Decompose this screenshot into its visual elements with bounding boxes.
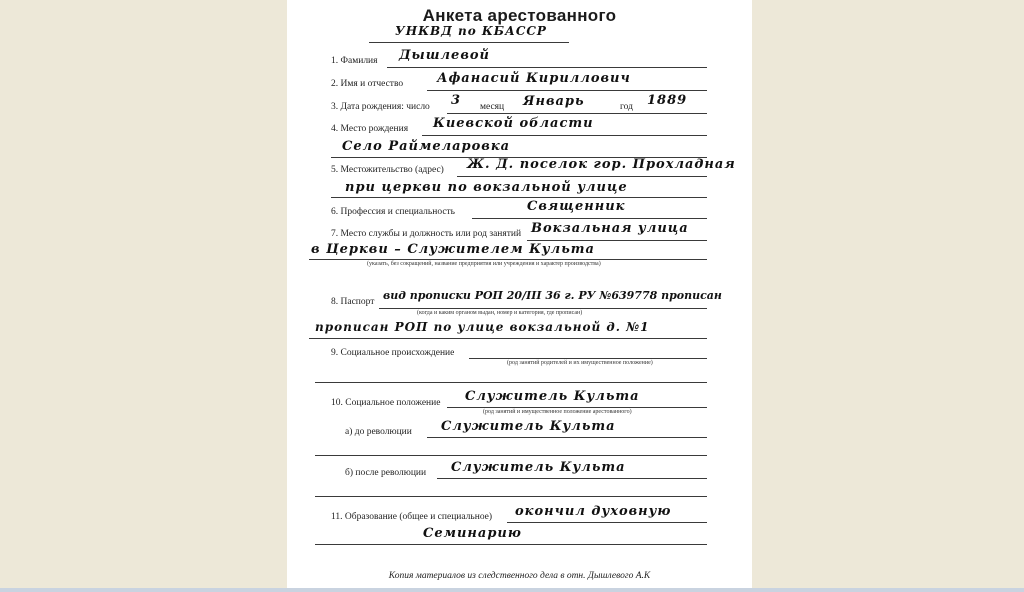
field-6-label: 6. Профессия и специальность — [331, 207, 456, 217]
field-1-value: Дышлевой — [399, 48, 490, 63]
field-5-value-2: при церкви по вокзальной улице — [345, 180, 628, 195]
field-10a-label: а) до революции — [345, 427, 412, 437]
field-5-label: 5. Местожительство (адрес) — [331, 165, 444, 175]
field-8-line-2 — [309, 338, 707, 339]
field-9-hint: (род занятий родителей и их имущественное положение) — [507, 360, 653, 366]
field-7-line-2 — [309, 259, 707, 260]
field-10b-label: б) после революции — [345, 468, 427, 478]
field-11-value-2: Семинарию — [423, 526, 522, 541]
field-8-line-1 — [379, 308, 707, 309]
field-7-hint: (указать, без сокращений, название предприятия или учреждения и характер производства) — [367, 261, 601, 267]
field-11-line-1 — [507, 522, 707, 523]
field-8-hint: (когда и каким органом выдан, номер и категория, где прописан) — [417, 310, 583, 316]
field-4-line-1 — [422, 135, 707, 136]
field-3-month-label: месяц — [480, 102, 505, 112]
field-2-line — [427, 90, 707, 91]
field-10-hint: (род занятий и имущественное положение арестованного) — [483, 409, 632, 415]
field-3-label: 3. Дата рождения: число — [331, 102, 430, 112]
field-3-month: Январь — [523, 94, 585, 109]
field-9-line-2 — [315, 382, 707, 383]
field-7-value-1: Вокзальная улица — [531, 221, 689, 236]
field-7-label: 7. Место службы и должность или род занятий — [331, 229, 522, 239]
field-5-line-2 — [331, 197, 707, 198]
field-3-year-label: год — [620, 102, 633, 112]
field-11-line-2 — [315, 544, 707, 545]
field-10a-line — [427, 437, 707, 438]
field-8-value-1: вид прописки РОП 20/III 36 г. РУ №639778 прописан — [383, 289, 722, 302]
field-6-value: Священник — [527, 199, 626, 214]
field-10a-value: Служитель Культа — [441, 419, 616, 434]
field-10-value: Служитель Культа — [465, 389, 640, 404]
field-8-label: 8. Паспорт — [331, 297, 375, 307]
field-9-label: 9. Социальное происхождение — [331, 348, 455, 358]
field-10b-value: Служитель Культа — [451, 460, 626, 475]
field-7-line-1 — [527, 240, 707, 241]
field-2-label: 2. Имя и отчество — [331, 79, 404, 89]
field-11-label: 11. Образование (общее и специальное) — [331, 512, 493, 522]
field-10b-line-2 — [315, 496, 707, 497]
form-title: Анкета арестованного — [422, 6, 617, 25]
field-8-value-2: прописан РОП по улице вокзальной д. №1 — [315, 320, 650, 334]
field-2-value: Афанасий Кириллович — [437, 71, 631, 86]
field-3-line — [447, 113, 707, 114]
bottom-edge — [0, 588, 1024, 592]
field-4-value-2: Село Раймеларовка — [342, 139, 511, 154]
field-5-line-1 — [457, 176, 707, 177]
field-3-day: 3 — [451, 93, 462, 108]
field-11-value-1: окончил духовную — [515, 504, 672, 519]
field-9-line-1 — [469, 358, 707, 359]
field-4-label: 4. Место рождения — [331, 124, 409, 134]
document-page — [287, 0, 752, 592]
field-10b-line — [437, 478, 707, 479]
field-10-line — [447, 407, 707, 408]
field-4-value-1: Киевской области — [433, 116, 594, 131]
field-3-year: 1889 — [647, 93, 688, 108]
field-7-value-2: в Церкви – Служителем Культа — [311, 242, 595, 257]
document-caption: Копия материалов из следственного дела в отн. Дышлевого А.К — [388, 571, 651, 581]
agency-handwriting: УНКВД по КБАССР — [395, 24, 547, 38]
field-1-line — [387, 67, 707, 68]
agency-line — [369, 42, 569, 43]
field-6-line — [472, 218, 707, 219]
field-10-label: 10. Социальное положение — [331, 398, 441, 408]
field-5-value-1: Ж. Д. поселок гор. Прохладная — [467, 157, 736, 172]
field-10a-line-2 — [315, 455, 707, 456]
field-1-label: 1. Фамилия — [331, 56, 378, 66]
